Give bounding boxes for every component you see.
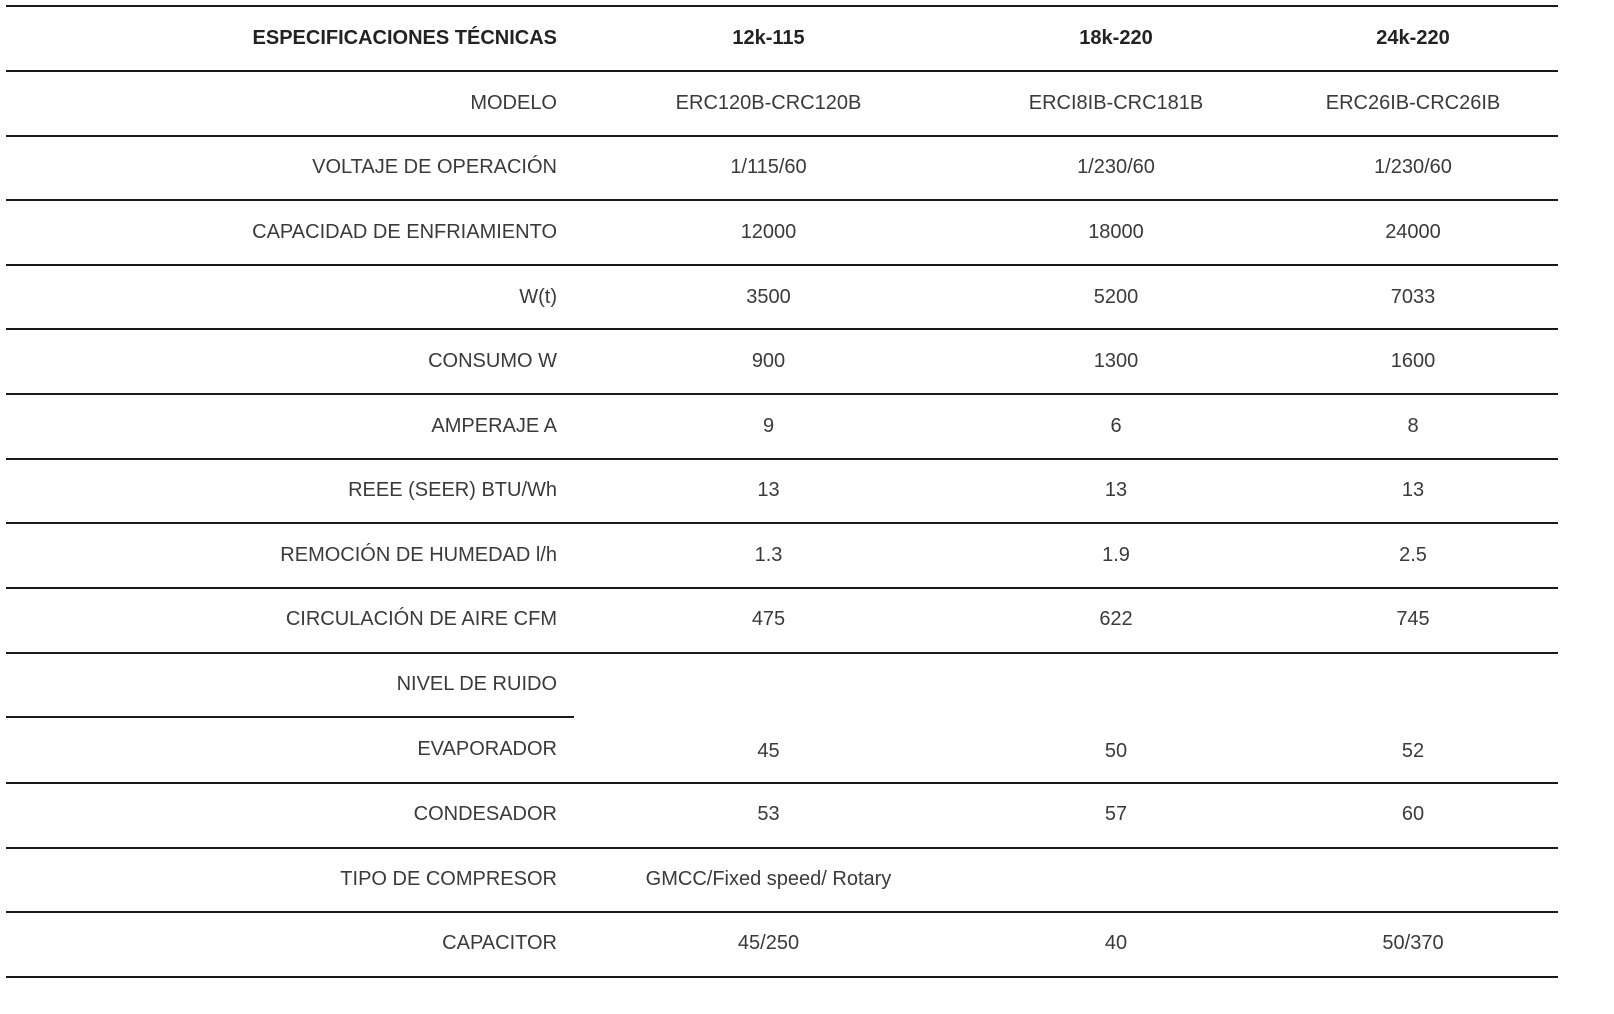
- cell-12k-115: ERC120B-CRC120B: [675, 92, 862, 114]
- row-label: TIPO DE COMPRESOR: [340, 868, 557, 890]
- cell-24k-220: [1283, 847, 1543, 911]
- row-label: MODELO: [470, 92, 557, 114]
- table-row: [6, 329, 1558, 393]
- cell-24k-220: 2.5: [1399, 544, 1427, 566]
- table-header-row: [6, 6, 1558, 70]
- row-label: REEE (SEER) BTU/Wh: [348, 479, 557, 501]
- cell-24k-220: [1283, 652, 1543, 716]
- cell-18k-220: 57: [1104, 803, 1128, 825]
- row-label: VOLTAJE DE OPERACIÓN: [312, 156, 557, 178]
- cell-24k-220: 7033: [1390, 286, 1436, 308]
- row-label: AMPERAJE A: [431, 415, 557, 437]
- cell-12k-115: 3500: [746, 286, 791, 308]
- cell-18k-220: ERCI8IB-CRC181B: [1028, 92, 1204, 114]
- table-row: [6, 847, 1558, 911]
- cell-12k-115: 45: [757, 740, 780, 762]
- row-label: REMOCIÓN DE HUMEDAD l/h: [280, 544, 557, 566]
- cell-18k-220: [949, 652, 1283, 716]
- table-row: [6, 911, 1558, 975]
- table-row: [6, 394, 1558, 458]
- row-label: CIRCULACIÓN DE AIRE CFM: [285, 608, 557, 630]
- cell-24k-220: 50/370: [1382, 932, 1444, 954]
- row-label: CONDESADOR: [413, 803, 557, 825]
- row-label: NIVEL DE RUIDO: [396, 673, 557, 695]
- row-label: CONSUMO W: [428, 350, 557, 372]
- cell-12k-115: 1/115/60: [730, 156, 807, 178]
- table-row: [6, 717, 1558, 781]
- cell-12k-115: 1.3: [754, 544, 783, 566]
- header-col-12k-115: 12k-115: [732, 27, 805, 49]
- header-col-18k-220: 18k-220: [1079, 27, 1153, 49]
- cell-18k-220: 13: [1104, 479, 1128, 501]
- cell-18k-220: 6: [1110, 415, 1122, 437]
- table-row: [6, 587, 1558, 651]
- table-row: [6, 135, 1558, 199]
- cell-12k-115: [588, 652, 949, 716]
- cell-12k-115: 900: [751, 350, 786, 372]
- cell-12k-115: 12000: [740, 221, 797, 243]
- cell-24k-220: 8: [1407, 415, 1419, 437]
- cell-18k-220: 1300: [1093, 350, 1139, 372]
- cell-18k-220: 622: [1099, 608, 1133, 630]
- cell-18k-220: 18000: [1088, 221, 1144, 243]
- cell-18k-220: 5200: [1093, 286, 1139, 308]
- cell-12k-115: 45/250: [737, 932, 800, 954]
- row-label: EVAPORADOR: [417, 738, 557, 760]
- cell-18k-220: 40: [1104, 932, 1128, 954]
- header-col-24k-220: 24k-220: [1376, 27, 1450, 49]
- cell-18k-220: 1.9: [1102, 544, 1130, 566]
- cell-18k-220: 50: [1104, 740, 1128, 762]
- cell-24k-220: 1600: [1390, 350, 1436, 372]
- cell-12k-115: GMCC/Fixed speed/ Rotary: [645, 868, 892, 890]
- table-row: [6, 523, 1558, 587]
- row-label: CAPACITOR: [442, 932, 557, 954]
- cell-12k-115: 475: [751, 608, 786, 630]
- cell-12k-115: 9: [762, 415, 775, 437]
- cell-24k-220: 1/230/60: [1374, 156, 1452, 178]
- cell-18k-220: [949, 847, 1283, 911]
- cell-12k-115: 53: [757, 803, 780, 825]
- table-row: [6, 782, 1558, 846]
- table-row: [6, 265, 1558, 329]
- cell-12k-115: 13: [757, 479, 780, 501]
- row-label: CAPACIDAD DE ENFRIAMIENTO: [252, 221, 557, 243]
- cell-24k-220: 60: [1401, 803, 1425, 825]
- cell-24k-220: 745: [1396, 608, 1430, 630]
- table-bottom-border: [6, 976, 1558, 978]
- table-row: [6, 652, 1558, 716]
- header-label: ESPECIFICACIONES TÉCNICAS: [252, 27, 557, 49]
- cell-24k-220: ERC26IB-CRC26IB: [1325, 92, 1501, 114]
- row-label: W(t): [519, 286, 557, 308]
- cell-24k-220: 52: [1401, 740, 1425, 762]
- cell-18k-220: 1/230/60: [1077, 156, 1155, 178]
- cell-24k-220: 24000: [1385, 221, 1441, 243]
- cell-24k-220: 13: [1401, 479, 1425, 501]
- table-row: [6, 71, 1558, 135]
- table-row: [6, 458, 1558, 522]
- table-row: [6, 200, 1558, 264]
